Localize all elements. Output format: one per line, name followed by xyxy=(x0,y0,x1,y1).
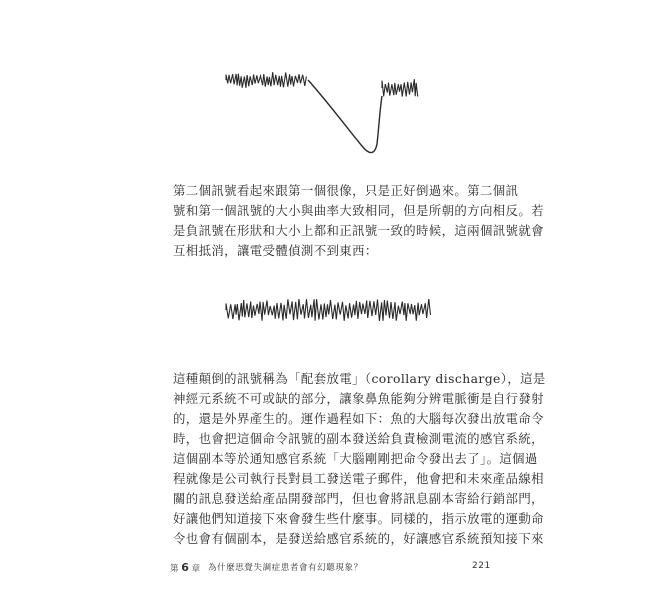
chapter-label xyxy=(170,561,200,574)
text-line: 第二個訊號看起來跟第一個很像，只是正好倒過來。第二個訊 xyxy=(173,183,519,198)
text-line: 關的訊息發送給產品開發部門，但也會將訊息副本寄給行銷部門， xyxy=(173,491,544,506)
signal-noise-right xyxy=(382,79,418,96)
cancelled-signal-figure xyxy=(224,295,434,325)
page-number: 221 xyxy=(472,561,491,571)
text-line: 神經元系統不可或缺的部分，讓象鼻魚能夠分辨電脈衝是自行發射 xyxy=(173,391,544,406)
signal-noise-flat xyxy=(226,299,431,321)
text-line: 的，還是外界產生的。運作過程如下：魚的大腦每次發出放電命令 xyxy=(173,411,544,426)
chapter-prefix: 第 xyxy=(170,564,179,574)
chapter-number: 6 xyxy=(181,561,189,574)
paragraph-1 xyxy=(173,181,544,261)
paragraph-2 xyxy=(173,369,546,549)
reversed-signal-figure xyxy=(222,66,422,160)
text-line: 號和第一個訊號的大小與曲率大致相同，但是所朝的方向相反。若 xyxy=(173,203,544,218)
chapter-title: 為什麼思覺失調症患者會有幻聽現象？ xyxy=(208,563,363,573)
text-line: 是負訊號在形狀和大小上都和正訊號一致的時候，這兩個訊號就會 xyxy=(173,223,544,238)
text-line: 這種顛倒的訊號稱為「配套放電」（corollary discharge），這是 xyxy=(173,371,546,386)
text-line: 互相抵消，讓電受體偵測不到東西： xyxy=(173,243,378,258)
text-line: 好讓他們知道接下來會發生些什麼事。同樣的，指示放電的運動命 xyxy=(173,511,544,526)
chapter-suffix: 章 xyxy=(191,564,201,574)
text-line: 程就像是公司執行長對員工發送電子郵件，他會把和未來產品線相 xyxy=(173,471,544,486)
text-line: 時，也會把這個命令訊號的副本發送給負責檢測電流的感官系統， xyxy=(173,431,544,446)
signal-inverted-curve xyxy=(308,80,382,153)
text-line: 這個副本等於通知感官系統「大腦剛剛把命令發出去了」。這個過 xyxy=(173,451,538,466)
text-line: 令也會有個副本，是發送給感官系統的，好讓感官系統預知接下來 xyxy=(173,531,544,546)
signal-noise-left xyxy=(226,72,306,88)
